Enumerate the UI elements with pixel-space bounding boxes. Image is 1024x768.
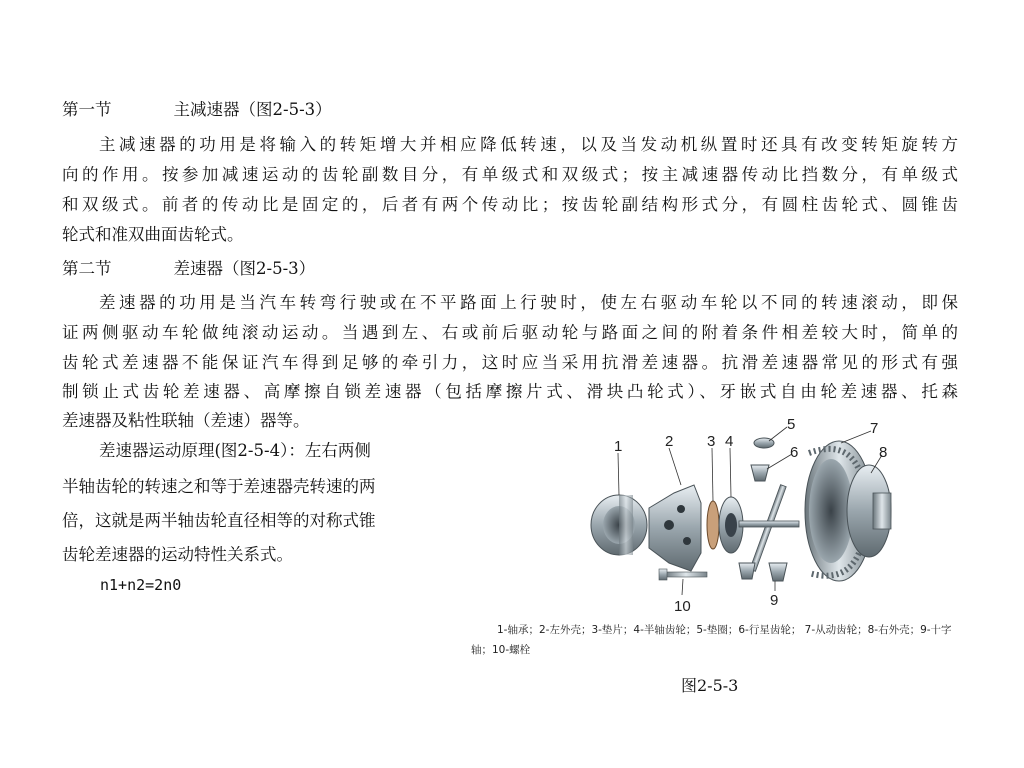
callout-3: 3 <box>707 433 716 450</box>
callout-9: 9 <box>770 592 779 609</box>
section1-paragraph-line: 主减速器的功用是将输入的转矩增大并相应降低转速，以及当发动机纵置时还具有改变转矩旋转方 <box>99 135 958 154</box>
section1-paragraph-line: 和双级式。前者的传动比是固定的，后者有两个传动比；按齿轮副结构形式分，有圆柱齿轮式、圆锥齿 <box>62 195 958 214</box>
section2-paragraph-line: 差速器的功用是当汽车转弯行驶或在不平路面上行驶时，使左右驱动车轮以不同的转速滚动，即保 <box>99 293 958 312</box>
callout-2: 2 <box>665 433 674 450</box>
section1-paragraph-line: 轮式和准双曲面齿轮式。 <box>62 225 244 244</box>
callout-4: 4 <box>725 433 734 450</box>
differential-diagram <box>469 413 984 663</box>
formula: n1+n2=2n0 <box>100 576 182 594</box>
principle-line: 半轴齿轮的转速之和等于差速器壳转速的两 <box>62 477 376 496</box>
principle-line: 差速器运动原理(图2-5-4）：左右两侧 <box>99 441 371 460</box>
figure-caption: 图2-5-3 <box>681 676 739 695</box>
right-housing-part <box>847 465 891 557</box>
section1-paragraph-line: 向的作用。按参加减速运动的齿轮副数目分，有单级式和双级式；按主减速器传动比挡数分，有单级式 <box>62 165 958 184</box>
callout-5: 5 <box>787 416 796 433</box>
bearing-part <box>591 495 647 555</box>
callout-1: 1 <box>614 438 623 455</box>
section1-heading <box>62 99 332 121</box>
callout-8: 8 <box>879 444 888 461</box>
section2-paragraph-line: 差速器及粘性联轴（差速）器等。 <box>62 411 310 430</box>
callout-6: 6 <box>790 444 799 461</box>
section2-heading <box>62 258 315 280</box>
cross-shaft-part <box>739 485 799 581</box>
callout-10: 10 <box>674 598 691 615</box>
section1-heading-title: 主减速器（图2-5-3） <box>173 100 332 119</box>
section2-paragraph-line: 齿轮式差速器不能保证汽车得到足够的牵引力，这时应当采用抗滑差速器。抗滑差速器常见的形式有强 <box>62 353 958 372</box>
callout-7: 7 <box>870 420 879 437</box>
section1-heading-label: 第一节 <box>62 100 112 119</box>
section2-paragraph-line: 证两侧驱动车轮做纯滚动运动。当遇到左、右或前后驱动轮与路面之间的附着条件相差较大时，简单的 <box>62 323 958 342</box>
legend-line2: 轴；10-螺栓 <box>471 644 531 656</box>
section2-heading-label: 第二节 <box>62 259 112 278</box>
bolt-part <box>659 569 707 580</box>
washer-part <box>707 501 719 549</box>
section2-paragraph-line: 制锁止式齿轮差速器、高摩擦自锁差速器（包括摩擦片式、滑块凸轮式）、牙嵌式自由轮差速器、托森 <box>62 382 958 401</box>
legend-line1: 1-轴承；2-左外壳；3-垫片；4-半轴齿轮；5-垫圈；6-行星齿轮； 7-从动齿轮；8-右外壳；9-十字 <box>497 624 952 636</box>
section2-heading-title: 差速器（图2-5-3） <box>173 259 316 278</box>
left-housing-part <box>649 485 701 571</box>
differential-exploded-figure <box>469 413 984 663</box>
principle-line: 齿轮差速器的运动特性关系式。 <box>62 545 293 564</box>
principle-line: 倍，这就是两半轴齿轮直径相等的对称式锥 <box>62 511 376 530</box>
planet-gear-part <box>751 465 769 481</box>
